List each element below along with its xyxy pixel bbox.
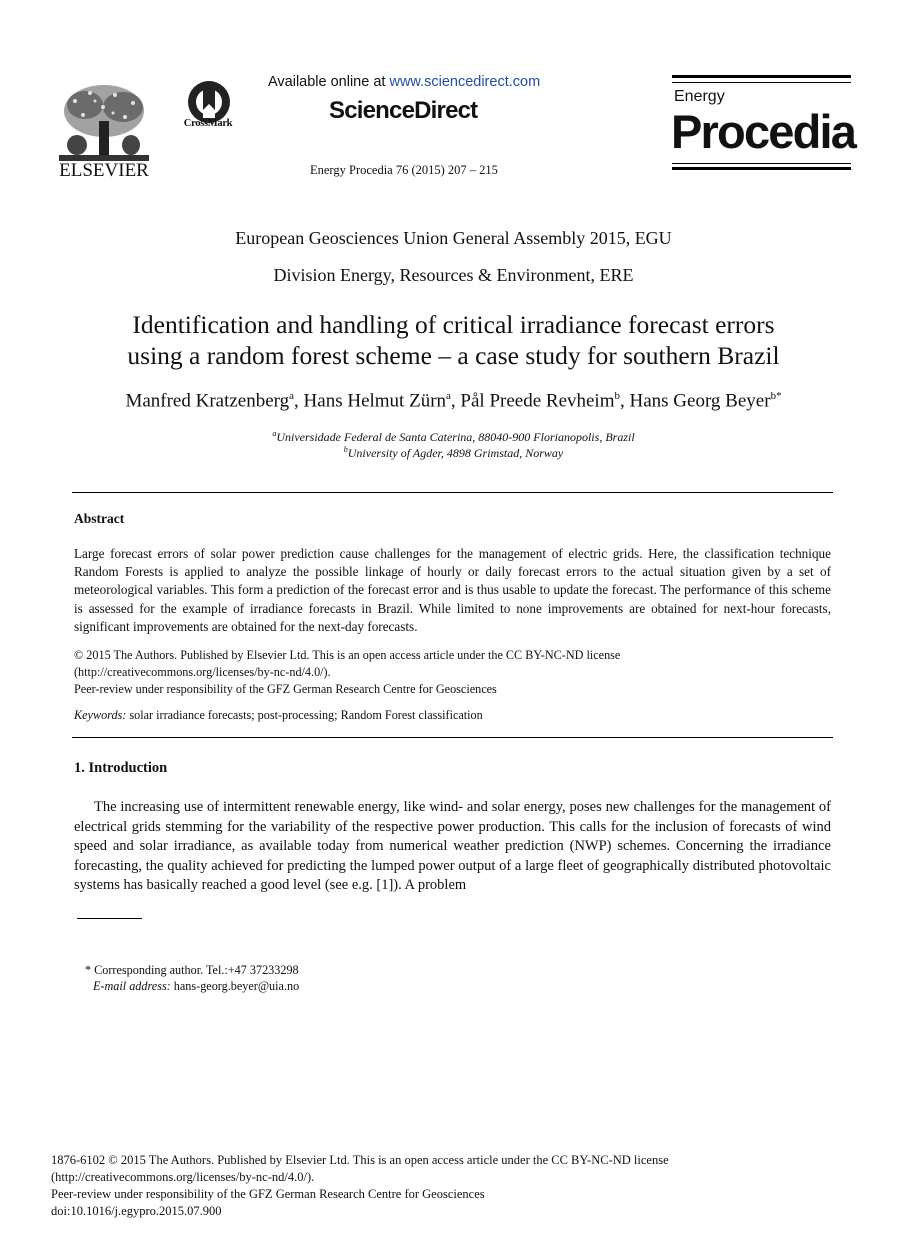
affiliation-text: Universidade Federal de Santa Caterina, 88040-900 Florianopolis, Brazil xyxy=(276,430,635,444)
journal-name-large: Procedia xyxy=(671,105,856,158)
email-line xyxy=(85,978,299,994)
masthead-rule xyxy=(672,163,851,164)
copyright-line: © 2015 The Authors. Published by Elsevier Ltd. This is an open access article under the CC BY-NC-ND license xyxy=(74,648,621,662)
available-prefix: Available online at xyxy=(268,74,390,90)
abstract-heading: Abstract xyxy=(74,511,125,526)
email-address[interactable]: hans-georg.beyer@uia.no xyxy=(173,979,300,993)
email-label: E-mail address: xyxy=(93,979,171,993)
conference-line-2: Division Energy, Resources & Environment, ERE xyxy=(273,265,634,285)
affiliation-mark: a xyxy=(272,429,277,438)
footer-license-link[interactable]: (http://creativecommons.org/licenses/by-nc-nd/4.0/). xyxy=(51,1170,315,1184)
masthead-rule xyxy=(672,82,851,83)
corresponding-author-footnote xyxy=(85,962,299,994)
introduction-heading: 1. Introduction xyxy=(74,760,168,776)
affiliation xyxy=(0,445,907,461)
author-separator: , xyxy=(294,390,304,412)
abstract-body: Large forecast errors of solar power prediction cause challenges for the management of electric grids. Here, the classification technique Random Forests is applied to analyze the possible linkage of hourly or daily forecast errors to the actual situation given by a set of meteorological variables. This form a prediction of the forecast error and is thus usable to update the forecast. The performance of this scheme is assessed for the example of irradiance forecasts in Brazil. While limited to none improvements are obtained for next-hour forecasts, significant improvements are obtained for the next-day forecasts. xyxy=(74,546,831,634)
author-name: Hans Helmut Zürn xyxy=(303,390,447,412)
page-footer xyxy=(51,1152,669,1220)
publisher-name: ELSEVIER xyxy=(59,160,149,181)
author-separator: , xyxy=(450,390,461,412)
conference-line-1: European Geosciences Union General Assembly 2015, EGU xyxy=(235,228,672,248)
affiliation-mark: a xyxy=(446,390,451,402)
masthead-rule xyxy=(672,75,851,78)
keywords-list: solar irradiance forecasts; post-processing; Random Forest classification xyxy=(129,708,483,722)
affiliation-mark: a xyxy=(289,390,295,402)
title-line-1: Identification and handling of critical irradiance forecast errors xyxy=(132,310,775,339)
affiliation-text: University of Agder, 4898 Grimstad, Norway xyxy=(347,446,564,460)
affiliation-mark: b* xyxy=(770,390,782,402)
corresponding-author: * Corresponding author. Tel.:+47 37233298 xyxy=(85,963,299,977)
license-link[interactable]: (http://creativecommons.org/licenses/by-nc-nd/4.0/). xyxy=(74,665,331,679)
sciencedirect-link[interactable]: www.sciencedirect.com xyxy=(389,74,541,90)
crossmark-label: CrossMark xyxy=(183,118,233,129)
author-name: Pål Preede Revheim xyxy=(460,390,615,412)
section-divider xyxy=(72,737,833,738)
available-online xyxy=(268,74,540,90)
keywords-label: Keywords: xyxy=(74,708,127,722)
introduction-body: The increasing use of intermittent renewable energy, like wind- and solar energy, poses new challenges for the management of electrical grids stemming for the variability of the respective power production. This calls for the inclusion of forecasts of wind speed and solar irradiance, as available today from numerical weather prediction (NWP) schemes. Concerning the irradiance forecasting, the quality achieved for predicting the lumped power output of a large fleet of geographically distributed photovoltaic systems has basically reached a good level (see e.g. [1]). A problem xyxy=(74,799,831,894)
journal-name-small: Energy xyxy=(674,88,725,105)
sciencedirect-wordmark: ScienceDirect xyxy=(329,97,478,124)
keywords xyxy=(74,706,831,724)
author-name: Hans Georg Beyer xyxy=(629,390,771,412)
footer-doi[interactable]: doi:10.1016/j.egypro.2015.07.900 xyxy=(51,1204,222,1218)
footer-issn: 1876-6102 © 2015 The Authors. Published by Elsevier Ltd. This is an open access article under the CC BY-NC-ND license xyxy=(51,1153,669,1167)
paper-title xyxy=(0,309,907,371)
author-list xyxy=(0,390,907,412)
footnote-rule xyxy=(77,918,142,919)
footer-peer-review: Peer-review under responsibility of the GFZ German Research Centre for Geosciences xyxy=(51,1187,485,1201)
author-separator: , xyxy=(620,390,630,412)
affiliation-mark: b xyxy=(343,445,348,454)
copyright-notice xyxy=(74,647,831,698)
affiliation xyxy=(0,429,907,445)
section-divider xyxy=(72,492,833,493)
author-name: Manfred Kratzenberg xyxy=(125,390,290,412)
affiliation-mark: b xyxy=(614,390,620,402)
masthead-rule xyxy=(672,167,851,170)
title-line-2: using a random forest scheme – a case study for southern Brazil xyxy=(127,341,780,370)
journal-reference: Energy Procedia 76 (2015) 207 – 215 xyxy=(310,163,498,177)
peer-review-note: Peer-review under responsibility of the GFZ German Research Centre for Geosciences xyxy=(74,682,497,696)
